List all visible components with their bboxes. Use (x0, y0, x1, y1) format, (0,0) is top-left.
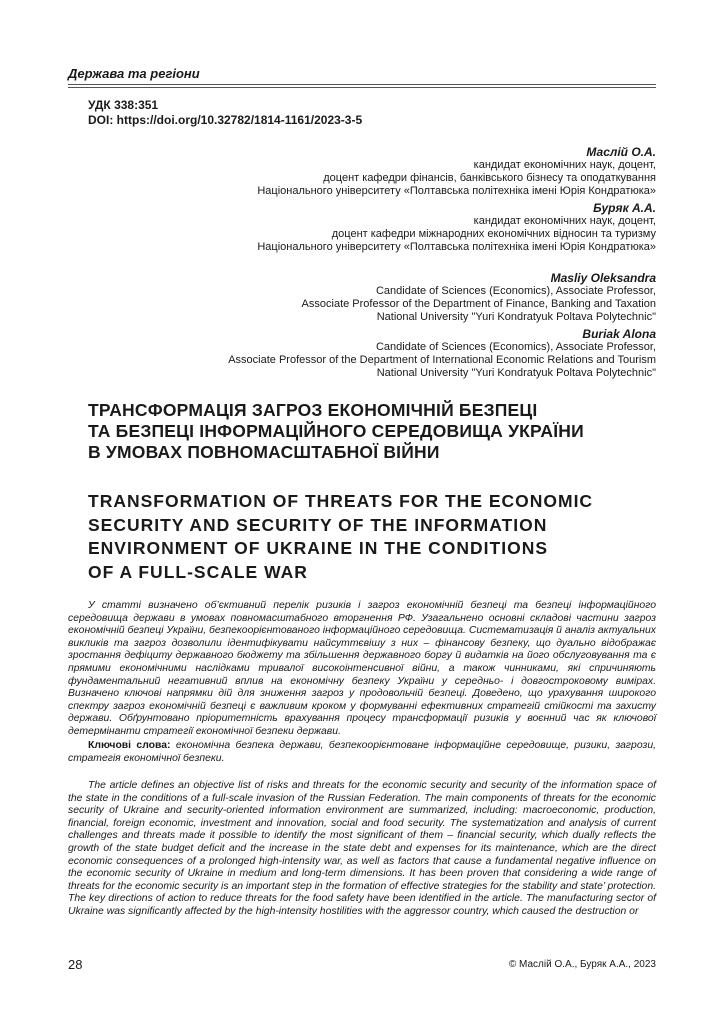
article-meta (88, 98, 362, 128)
author-list (96, 146, 656, 384)
author-name: Буряк А.А. (593, 201, 656, 215)
udc-code: УДК 338:351 (88, 98, 159, 112)
abstract-ua: У статті визначено об’єктивний перелік ризиків і загроз економічній безпеці та безпеці інформаційного середовища держави в умовах повномасштабного вторгнення РФ. Узагальнено основні складові частини загроз економічній безпеці України, безпекоорієнтованого інформаційного середовища. Систематизація й аналіз актуальних викликів та загроз дозволили ідентифікувати найсуттєвішу з них – фінансову безпеку, що дуально відображає зростання дефіциту державного бюджету та збільшення державного боргу й видатків на його обслуговування та є прямими економічними наслідками тривалої високоінтенсивної війни, а також чинниками, які спричиняють фундаментальний негативний вплив на економічну безпеку України у середньо- і довгостроковому вимірах. Визначено ключові напрямки дій для зниження загроз у продовольчій безпеці. Доведено, що урахування широкого спектру загроз економічній безпеці є важливим кроком у формуванні ефективних стратегій стійкості та захисту держави. Обґрунтовано пріоритетність врахування процесу трансформації ризиків у воєнний час як ключової детермінанти стратегії економічної безпеки держави. (68, 600, 656, 737)
author-affiliation: Національного університету «Полтавська політехніка імені Юрія Кондратюка» (257, 241, 656, 253)
keywords-label: Ключові слова: (88, 740, 171, 751)
title-line: ENVIRONMENT OF UKRAINE IN THE CONDITIONS (88, 538, 549, 558)
keywords-text: економічна безпека держави, безпекоорієнтоване інформаційне середовище, ризики, загрози, стратегія економічної безпеки. (68, 740, 656, 764)
copyright-notice: © Маслій О.А., Буряк А.А., 2023 (508, 959, 656, 970)
author-name: Buriak Alona (582, 327, 656, 341)
page-number: 28 (68, 957, 83, 972)
title-line: SECURITY AND SECURITY OF THE INFORMATION (88, 514, 548, 535)
author-block (96, 328, 656, 380)
author-degree: Candidate of Sciences (Economics), Associate Professor, (375, 285, 656, 297)
author-block (96, 272, 656, 324)
header-rule (68, 84, 656, 85)
author-position: доцент кафедри фінансів, банківського бізнесу та оподаткування (323, 172, 656, 184)
author-name: Маслій О.А. (586, 145, 656, 159)
author-block (96, 202, 656, 254)
doi-link[interactable]: DOI: https://doi.org/10.32782/1814-1161/2023-3-5 (88, 113, 363, 127)
title-line: TRANSFORMATION OF THREATS FOR THE ECONOMIC (88, 491, 594, 511)
article-title-ua (88, 400, 668, 463)
author-position: Associate Professor of the Department of Finance, Banking and Taxation (301, 298, 656, 310)
author-position: доцент кафедри міжнародних економічних відносин та туризму (331, 228, 656, 240)
title-line: В УМОВАХ ПОВНОМАСШТАБНОЇ ВІЙНИ (88, 442, 440, 462)
author-affiliation: National University "Yuri Kondratyuk Poltava Polytechnic" (376, 311, 656, 323)
title-line: ТА БЕЗПЕЦІ ІНФОРМАЦІЙНОГО СЕРЕДОВИЩА УКРАЇНИ (88, 421, 584, 441)
author-position: Associate Professor of the Department of International Economic Relations and Tourism (228, 354, 656, 366)
title-line: ТРАНСФОРМАЦІЯ ЗАГРОЗ ЕКОНОМІЧНІЙ БЕЗПЕЦІ (88, 400, 538, 420)
journal-section-title: Держава та регіони (68, 66, 200, 81)
author-affiliation: National University "Yuri Kondratyuk Poltava Polytechnic" (376, 367, 656, 379)
keywords-ua (68, 740, 656, 765)
author-name: Masliy Oleksandra (550, 271, 656, 285)
author-affiliation: Національного університету «Полтавська політехніка імені Юрія Кондратюка» (257, 185, 656, 197)
author-degree: кандидат економічних наук, доцент, (473, 215, 656, 227)
article-title-en (88, 490, 688, 584)
title-line: OF A FULL-SCALE WAR (88, 561, 308, 582)
abstract-en: The article defines an objective list of risks and threats for the economic security and security of the information space of the state in the conditions of a full-scale invasion of the Russian Federation. The main components of threats for the economic security of Ukraine and security-oriented information environment are summarized, including: macroeconomic, production, financial, foreign economic, investment and innovation, social and food security. The systematization and analysis of current challenges and threats made it possible to identify the most significant of them – financial security, which dually reflects the growth of the state budget deficit and the increase in the state debt and expenses for its maintenance, which are the direct economic consequences of a prolonged high-intensity war, as well as factors that cause a fundamental negative influence on the economic security of Ukraine in medium and long-term dimensions. It has been proven that considering a wide range of threats for the economic security is an important step in the formation of effective strategies for the stability and state’ protection. The key directions of action to reduce threats for the food safety have been identified in the article. The manufacturing sector of Ukraine was significantly affected by the high-intensity hostilities with the aggressor country, which caused the destruction or (68, 780, 656, 917)
author-degree: кандидат економічних наук, доцент, (473, 159, 656, 171)
author-degree: Candidate of Sciences (Economics), Associate Professor, (375, 341, 656, 353)
header-rule-double (68, 87, 656, 88)
author-block (96, 146, 656, 198)
